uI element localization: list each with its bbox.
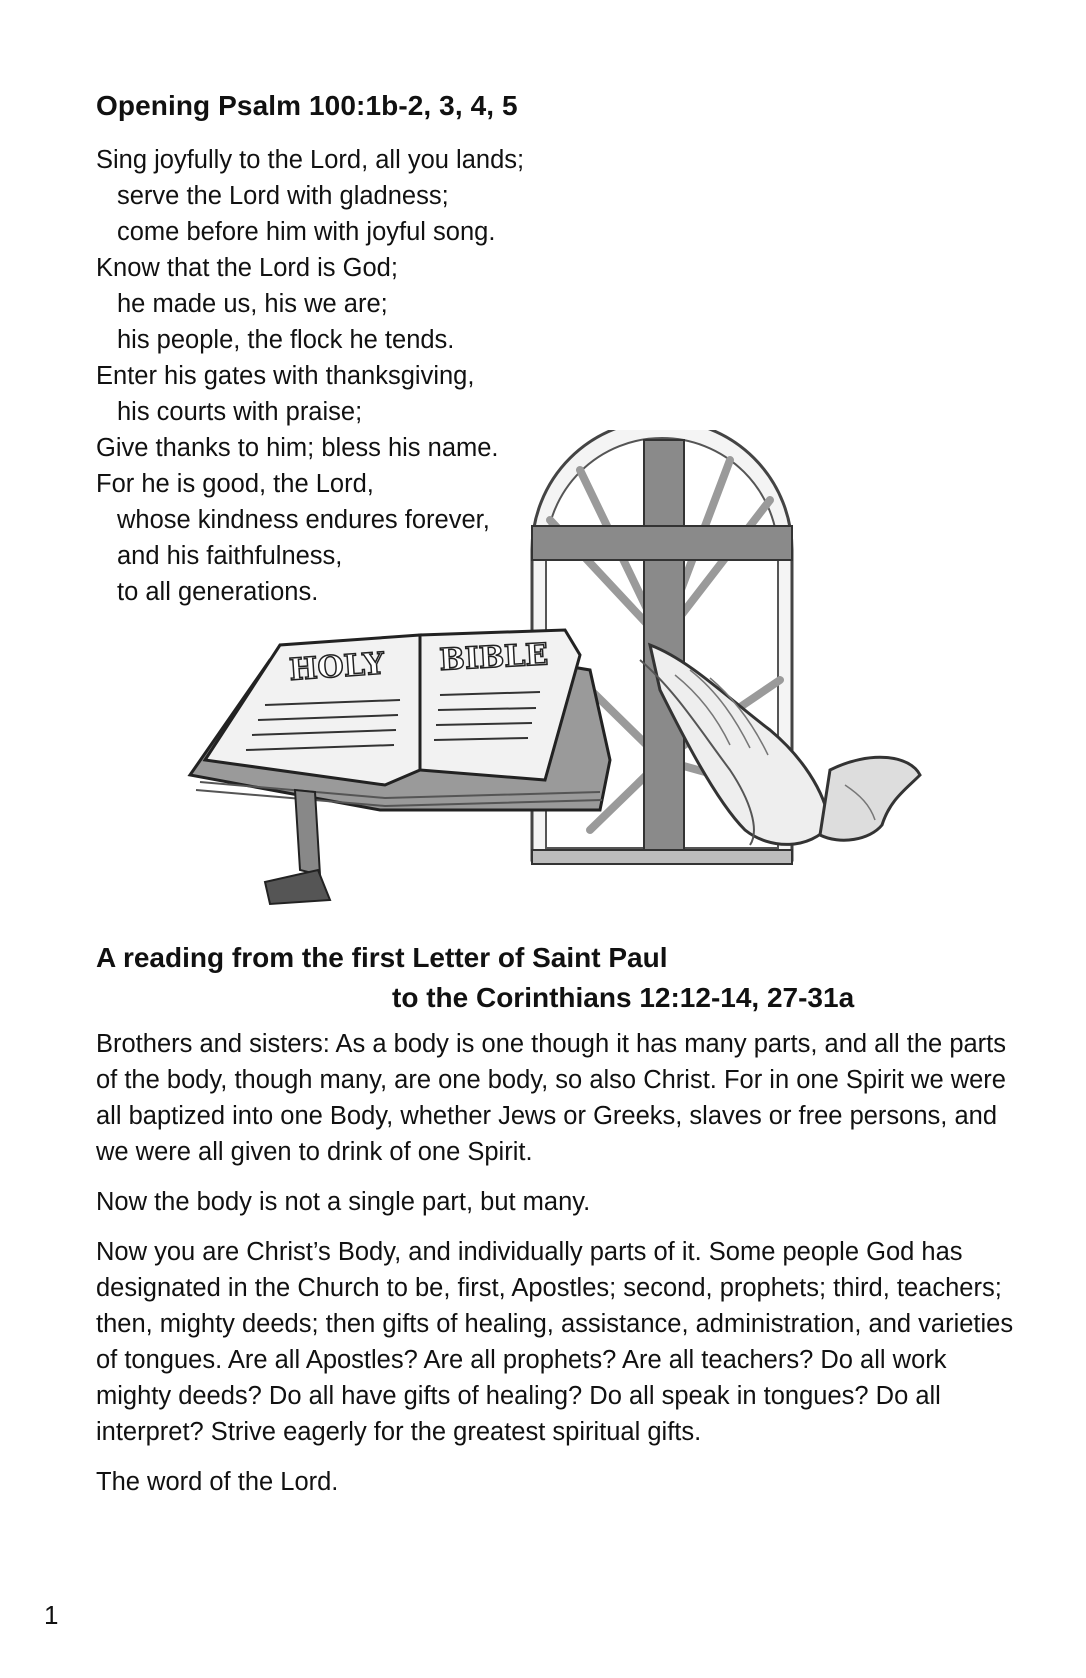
window-sill [532, 850, 792, 864]
psalm-line: he made us, his we are; [117, 290, 388, 318]
psalm-line: his courts with praise; [117, 398, 363, 426]
psalm-line: serve the Lord with gladness; [117, 182, 449, 210]
psalm-line: come before him with joyful song. [117, 218, 496, 246]
reading-text [96, 1026, 1026, 1514]
psalm-line: his people, the flock he tends. [117, 326, 455, 354]
bookmark-ribbon [295, 790, 320, 875]
psalm-line: and his faithfulness, [117, 542, 343, 570]
psalm-line: Give thanks to him; bless his name. [96, 434, 499, 462]
bible-window-illustration [170, 430, 990, 910]
psalm-line: For he is good, the Lord, [96, 470, 374, 498]
reading-closing: The word of the Lord. [96, 1468, 339, 1496]
bible-cover-right-text: BIBLE [438, 637, 549, 678]
page-number: 1 [44, 1600, 59, 1630]
psalm-line: whose kindness endures forever, [117, 506, 490, 534]
psalm-line: to all generations. [117, 578, 319, 606]
reading-title [96, 938, 996, 1018]
psalm-title: Opening Psalm 100:1b-2, 3, 4, 5 [96, 90, 518, 121]
bible-cover-left-text: HOLY [288, 646, 386, 688]
reading-title-line2: to the Corinthians 12:12-14, 27-31a [392, 982, 855, 1013]
reading-title-line1: A reading from the first Letter of Saint Paul [96, 942, 668, 973]
psalm-line: Sing joyfully to the Lord, all you lands; [96, 146, 525, 174]
psalm-line: Know that the Lord is God; [96, 254, 398, 282]
reading-paragraph: Now you are Christ’s Body, and individually parts of it. Some people God has designated in the Church to be, first, Apostles; second, prophets; third, teachers; then, mighty deeds; then gifts of healing, assistance, administration, and varieties of tongues. Are all Apostles? Are all prophets? Are all teachers? Do all work mighty deeds? Do all have gifts of healing? Do all speak in tongues? Do all interpret? Strive eagerly for the greatest spiritual gifts. [96, 1238, 1014, 1446]
psalm-line: Enter his gates with thanksgiving, [96, 362, 475, 390]
reading-paragraph: Brothers and sisters: As a body is one though it has many parts, and all the parts of the body, though many, are one body, so also Christ. For in one Spirit we were all baptized into one Body, whether Jews or Greeks, slaves or free persons, and we were all given to drink of one Spirit. [96, 1030, 1007, 1166]
reading-paragraph: Now the body is not a single part, but many. [96, 1188, 591, 1216]
